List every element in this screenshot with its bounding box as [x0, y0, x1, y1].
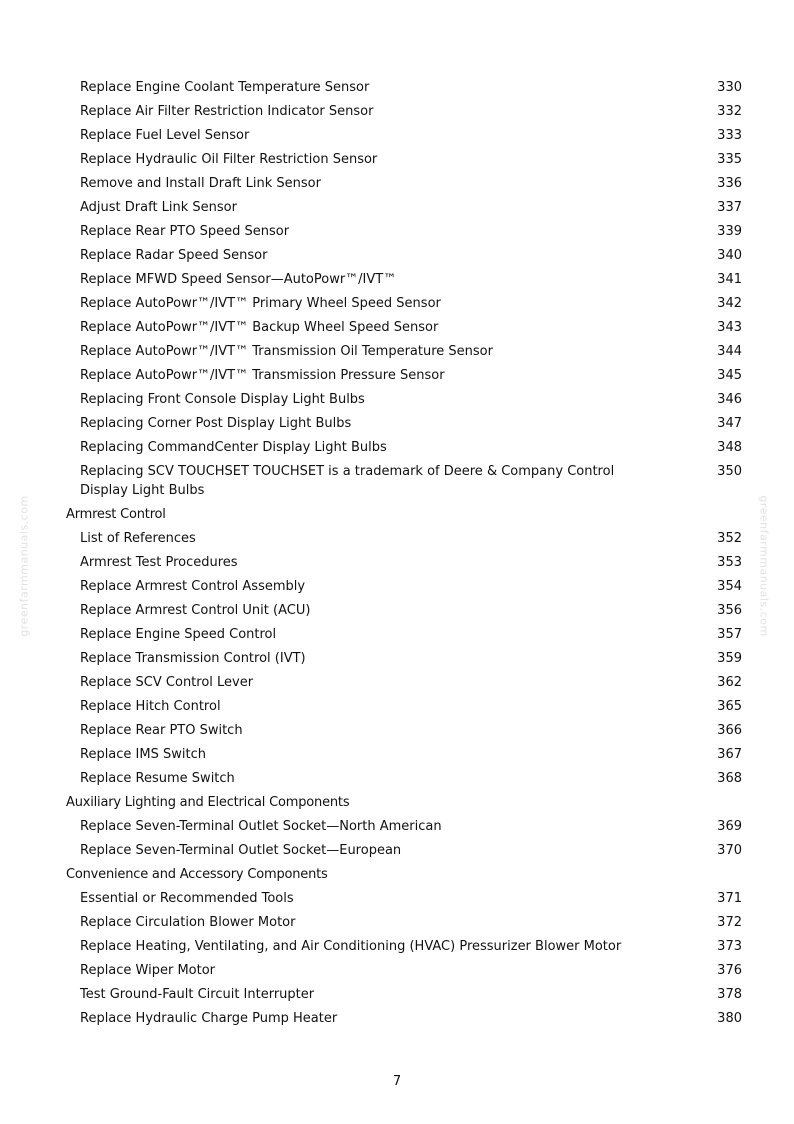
toc-entry-title: Essential or Recommended Tools: [80, 891, 294, 906]
toc-entry-title: Replace Wiper Motor: [80, 963, 216, 978]
toc-entry[interactable]: [80, 388, 742, 412]
toc-entry-title: Replace MFWD Speed Sensor—AutoPowr™/IVT™: [80, 272, 397, 287]
toc-entry-title: Adjust Draft Link Sensor: [80, 200, 237, 215]
toc-entry-title: Replace Heating, Ventilating, and Air Conditioning (HVAC) Pressurizer Blower Motor: [80, 939, 622, 954]
toc-entry-title: List of References: [80, 531, 196, 546]
toc-entry-page: 357: [717, 627, 742, 642]
section-heading: Convenience and Accessory Components: [66, 867, 328, 882]
toc-entry-title: Replace Rear PTO Switch: [80, 723, 243, 738]
toc-entry-page: 367: [717, 747, 742, 762]
toc-entry-title: Replacing CommandCenter Display Light Bulbs: [80, 440, 387, 455]
toc-entry-title: Replace AutoPowr™/IVT™ Primary Wheel Speed Sensor: [80, 296, 441, 311]
toc-entry-page: 362: [717, 675, 742, 690]
toc-entry[interactable]: [80, 148, 742, 172]
toc-entry-page: 352: [717, 531, 742, 546]
toc-entry[interactable]: [80, 100, 742, 124]
toc-entry[interactable]: [80, 719, 742, 743]
toc-entry[interactable]: [80, 412, 742, 436]
toc-entry-page: 335: [717, 152, 742, 167]
toc-entry-page: 356: [717, 603, 742, 618]
toc-entry[interactable]: [80, 220, 742, 244]
toc-entry[interactable]: [80, 599, 742, 623]
toc-entry-page: 346: [717, 392, 742, 407]
toc-entry[interactable]: [80, 815, 742, 839]
toc-entry-page: 340: [717, 248, 742, 263]
toc-entry-page: 369: [717, 819, 742, 834]
toc-entry-page: 344: [717, 344, 742, 359]
toc-entry[interactable]: [80, 743, 742, 767]
toc-entry[interactable]: [80, 340, 742, 364]
toc-entry-title: Test Ground-Fault Circuit Interrupter: [80, 987, 315, 1002]
toc-entry-title: Replacing SCV TOUCHSET TOUCHSET is a trademark of Deere & Company Control Display Light Bulbs: [80, 464, 615, 498]
toc-entry-title: Replace Transmission Control (IVT): [80, 651, 306, 666]
toc-entry-title: Replace Hydraulic Charge Pump Heater: [80, 1011, 338, 1026]
watermark-right: greenfarmmanuals.com: [757, 495, 771, 637]
toc-entry[interactable]: [80, 887, 742, 911]
toc-entry[interactable]: [80, 196, 742, 220]
toc-entry-title: Replace Armrest Control Assembly: [80, 579, 306, 594]
toc-entry-title: Replace IMS Switch: [80, 747, 206, 762]
toc-entry-title: Replace Radar Speed Sensor: [80, 248, 268, 263]
toc-entry[interactable]: [80, 671, 742, 695]
toc-entry[interactable]: [80, 623, 742, 647]
toc-entry-title: Replace Hydraulic Oil Filter Restriction Sensor: [80, 152, 378, 167]
toc-entry-title: Replace Hitch Control: [80, 699, 221, 714]
toc-entry-page: 345: [717, 368, 742, 383]
toc-entry-title: Replace Armrest Control Unit (ACU): [80, 603, 311, 618]
toc-entry-page: 332: [717, 104, 742, 119]
toc-entry-page: 359: [717, 651, 742, 666]
toc-entry-page: 373: [717, 939, 742, 954]
toc-entry-page: 365: [717, 699, 742, 714]
toc-entry[interactable]: [80, 647, 742, 671]
toc-entry-title: Replace Air Filter Restriction Indicator Sensor: [80, 104, 374, 119]
toc-entry-page: 370: [717, 843, 742, 858]
toc-entry-title: Remove and Install Draft Link Sensor: [80, 176, 321, 191]
table-of-contents: [66, 76, 742, 1031]
toc-entry-page: 336: [717, 176, 742, 191]
toc-entry-page: 354: [717, 579, 742, 594]
watermark-left: greenfarmmanuals.com: [17, 495, 31, 637]
toc-entry[interactable]: [80, 695, 742, 719]
toc-entry-page: 333: [717, 128, 742, 143]
toc-entry[interactable]: [80, 316, 742, 340]
toc-entry[interactable]: [80, 911, 742, 935]
toc-entry[interactable]: [80, 959, 742, 983]
toc-entry[interactable]: [80, 767, 742, 791]
toc-entry[interactable]: [80, 1007, 742, 1031]
toc-entry-title: Replace Resume Switch: [80, 771, 235, 786]
toc-entry[interactable]: [80, 76, 742, 100]
toc-entry-title: Replacing Front Console Display Light Bulbs: [80, 392, 365, 407]
toc-entry[interactable]: [80, 364, 742, 388]
toc-entry-title: Replace SCV Control Lever: [80, 675, 254, 690]
page-number: 7: [392, 1074, 402, 1089]
toc-entry[interactable]: [80, 935, 742, 959]
toc-entry[interactable]: [80, 268, 742, 292]
toc-entry-page: 353: [717, 555, 742, 570]
toc-entry-page: 350: [717, 464, 742, 479]
toc-entry-title: Armrest Test Procedures: [80, 555, 238, 570]
toc-entry-page: 368: [717, 771, 742, 786]
toc-entry-title: Replace Engine Coolant Temperature Sensor: [80, 80, 370, 95]
toc-entry-title: Replace Circulation Blower Motor: [80, 915, 296, 930]
section-heading: Auxiliary Lighting and Electrical Components: [66, 795, 350, 810]
toc-entry-title: Replace Fuel Level Sensor: [80, 128, 250, 143]
toc-entry[interactable]: [80, 527, 742, 551]
toc-entry-title: Replace AutoPowr™/IVT™ Transmission Oil Temperature Sensor: [80, 344, 493, 359]
toc-entry-page: 376: [717, 963, 742, 978]
toc-entry-page: 347: [717, 416, 742, 431]
toc-entry[interactable]: [80, 244, 742, 268]
toc-entry[interactable]: [80, 292, 742, 316]
toc-entry-title: Replace Engine Speed Control: [80, 627, 277, 642]
toc-entry-page: 366: [717, 723, 742, 738]
toc-entry-page: 337: [717, 200, 742, 215]
section-heading: Armrest Control: [66, 507, 166, 522]
toc-entry-title: Replace Seven-Terminal Outlet Socket—European: [80, 843, 402, 858]
toc-entry-title: Replace AutoPowr™/IVT™ Transmission Pressure Sensor: [80, 368, 445, 383]
toc-entry[interactable]: [80, 436, 742, 460]
toc-entry-page: 330: [717, 80, 742, 95]
toc-entry[interactable]: [80, 551, 742, 575]
toc-entry[interactable]: [80, 124, 742, 148]
toc-entry-page: 339: [717, 224, 742, 239]
toc-entry-page: 343: [717, 320, 742, 335]
toc-entry-title: Replace Rear PTO Speed Sensor: [80, 224, 290, 239]
toc-entry[interactable]: [80, 172, 742, 196]
toc-entry[interactable]: [80, 983, 742, 1007]
toc-entry-page: 371: [717, 891, 742, 906]
toc-entry-page: 341: [717, 272, 742, 287]
toc-entry-title: Replace Seven-Terminal Outlet Socket—North American: [80, 819, 442, 834]
toc-entry[interactable]: [80, 839, 742, 863]
toc-entry-page: 378: [717, 987, 742, 1002]
toc-entry-page: 342: [717, 296, 742, 311]
toc-entry-title: Replacing Corner Post Display Light Bulbs: [80, 416, 352, 431]
toc-entry[interactable]: [80, 460, 742, 503]
toc-entry[interactable]: [80, 575, 742, 599]
toc-entry-page: 372: [717, 915, 742, 930]
toc-entry-page: 380: [717, 1011, 742, 1026]
toc-entry-title: Replace AutoPowr™/IVT™ Backup Wheel Speed Sensor: [80, 320, 439, 335]
toc-entry-page: 348: [717, 440, 742, 455]
